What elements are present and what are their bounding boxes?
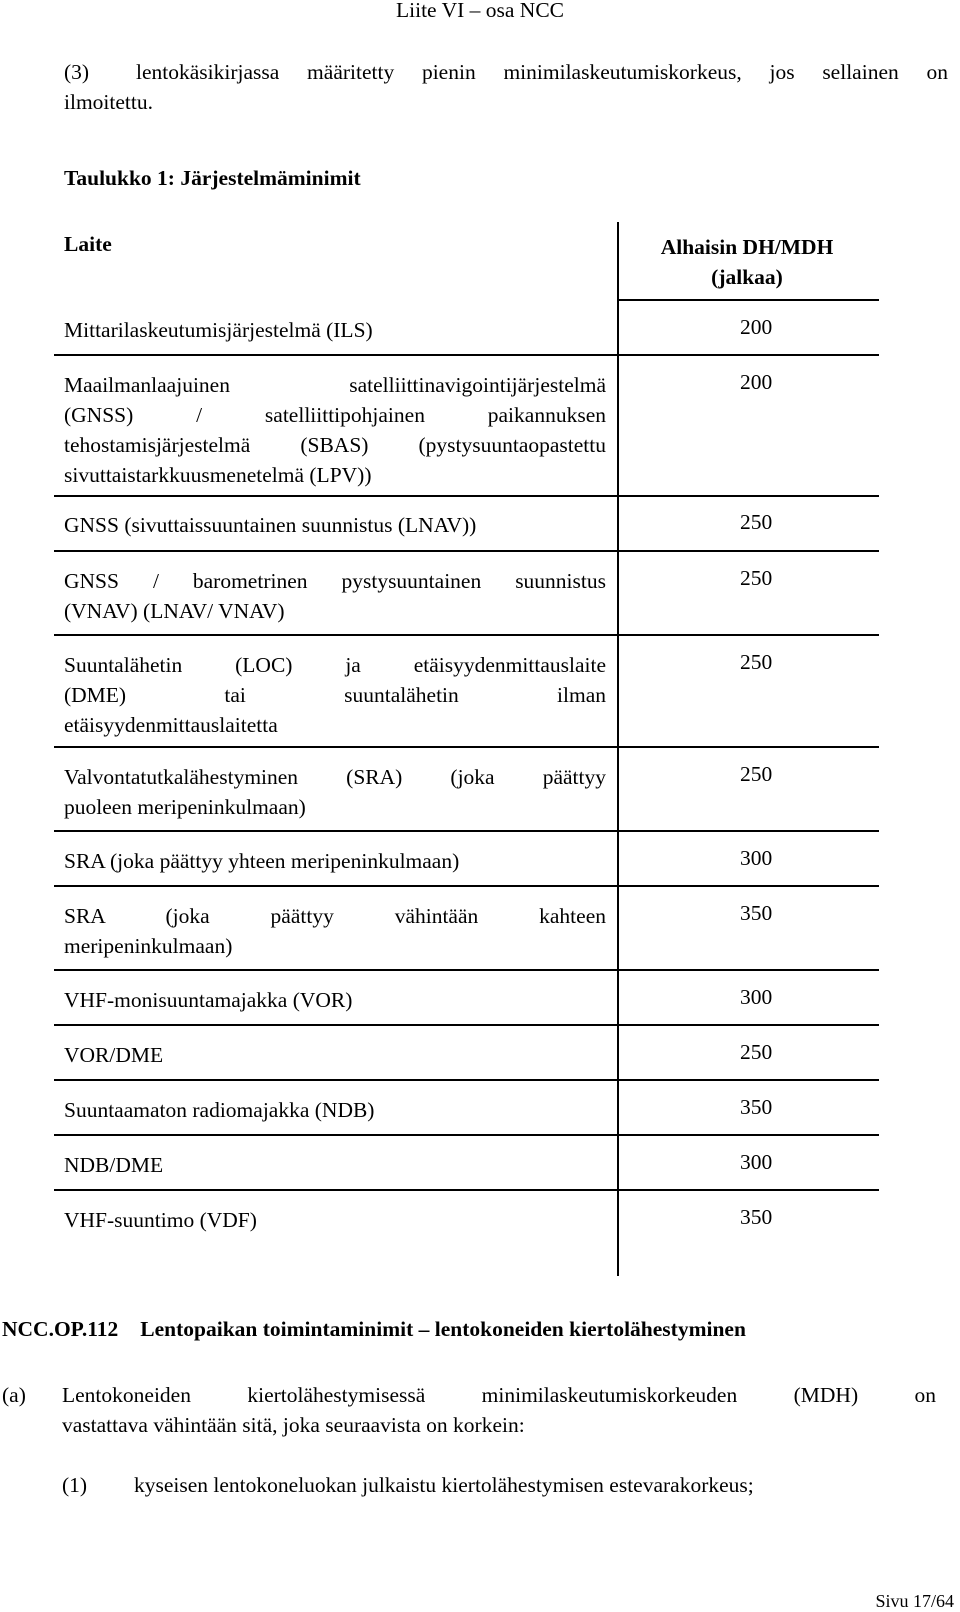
table-rule	[54, 885, 879, 887]
table-rule	[54, 746, 879, 748]
table-cell-line: meripeninkulmaan)	[64, 934, 233, 958]
table-cell-line: puoleen meripeninkulmaan)	[64, 795, 306, 819]
table-rule	[54, 1079, 879, 1081]
list-item-1-number: (1)	[62, 1473, 88, 1497]
table-cell-line: Mittarilaskeutumisjärjestelmä (ILS)	[64, 318, 373, 342]
page-number: Sivu 17/64	[875, 1591, 954, 1611]
table-row-device	[64, 510, 606, 540]
page-header-title: Liite VI – osa NCC	[395, 0, 564, 22]
table-cell-line: VHF-monisuuntamajakka (VOR)	[64, 988, 353, 1012]
table-row-value: 300	[740, 1150, 773, 1174]
table-row-value: 250	[740, 650, 773, 674]
table-cell-line: VHF-suuntimo (VDF)	[64, 1208, 257, 1232]
table-cell-line: Valvontatutkalähestyminen (SRA) (joka päättyy	[64, 765, 606, 789]
table-row-value: 250	[740, 566, 773, 590]
table-row-value: 350	[740, 1095, 773, 1119]
table-rule	[54, 354, 879, 356]
paragraph-a-line1: Lentokoneiden kiertolähestymisessä minimilaskeutumiskorkeuden (MDH) on	[62, 1383, 936, 1407]
table-row-device	[64, 985, 606, 1015]
table-header-min-height-line2: (jalkaa)	[711, 265, 783, 289]
table-row-device	[64, 901, 606, 961]
intro-item-line1: lentokäsikirjassa määritetty pienin minimilaskeutumiskorkeus, jos sellainen on	[136, 60, 948, 84]
section-heading-text: Lentopaikan toimintaminimit – lentokoneiden kiertolähestyminen	[140, 1317, 746, 1341]
page-header	[0, 0, 960, 23]
table-row-device	[64, 650, 606, 740]
table-cell-line: sivuttaistarkkuusmenetelmä (LPV))	[64, 463, 372, 487]
table-cell-line: (DME) tai suuntalähetin ilman	[64, 683, 606, 707]
table-rule	[54, 1024, 879, 1026]
table-row-value: 250	[740, 762, 773, 786]
table-rule	[54, 634, 879, 636]
paragraph-a-number: (a)	[2, 1383, 26, 1407]
table-cell-line: VOR/DME	[64, 1043, 164, 1067]
table-row-device	[64, 370, 606, 490]
table-row-value: 350	[740, 901, 773, 925]
table-rule	[54, 1134, 879, 1136]
table-header-device: Laite	[64, 232, 112, 256]
table-row-value: 200	[740, 315, 773, 339]
table-row-device	[64, 1095, 606, 1125]
table-cell-line: GNSS / barometrinen pystysuuntainen suunnistus	[64, 569, 606, 593]
table-row-device	[64, 566, 606, 626]
table-cell-line: GNSS (sivuttaissuuntainen suunnistus (LNAV))	[64, 513, 477, 537]
table-rule	[54, 550, 879, 552]
table-row-value: 250	[740, 1040, 773, 1064]
section-heading	[2, 1317, 746, 1342]
table-row-value: 200	[740, 370, 773, 394]
table-header-min-height-line1: Alhaisin DH/MDH	[660, 235, 834, 259]
table-cell-line: Suuntalähetin (LOC) ja etäisyydenmittauslaite	[64, 653, 606, 677]
table-cell-line: Maailmanlaajuinen satelliittinavigointijärjestelmä	[64, 373, 606, 397]
table-row-device	[64, 315, 606, 345]
table-rule	[54, 495, 879, 497]
table-row-device	[64, 1040, 606, 1070]
list-item-1	[62, 1473, 754, 1498]
table-rule	[54, 1189, 879, 1191]
table-row-device	[64, 762, 606, 822]
table-row-value: 350	[740, 1205, 773, 1229]
table-cell-line: SRA (joka päättyy yhteen meripeninkulmaan)	[64, 849, 460, 873]
table-rule	[54, 830, 879, 832]
table-row-device	[64, 1150, 606, 1180]
table-rule	[54, 969, 879, 971]
table-cell-line: etäisyydenmittauslaitetta	[64, 713, 278, 737]
table-row-device	[64, 1205, 606, 1235]
section-heading-code: NCC.OP.112	[2, 1317, 119, 1341]
table-cell-line: Suuntaamaton radiomajakka (NDB)	[64, 1098, 375, 1122]
table-header-min-height	[632, 232, 862, 292]
table-cell-line: (VNAV) (LNAV/ VNAV)	[64, 599, 285, 623]
list-item-1-text: kyseisen lentokoneluokan julkaistu kiertolähestymisen estevarakorkeus;	[134, 1473, 754, 1497]
table-cell-line: NDB/DME	[64, 1153, 164, 1177]
table-row-device	[64, 846, 606, 876]
table-cell-line: SRA (joka päättyy vähintään kahteen	[64, 904, 606, 928]
table-column-divider	[617, 222, 619, 1276]
intro-item-line2: ilmoitettu.	[64, 90, 153, 114]
table-row-value: 300	[740, 985, 773, 1009]
intro-item-number: (3)	[64, 60, 90, 84]
table-caption: Taulukko 1: Järjestelmäminimit	[64, 166, 361, 190]
table-rule	[617, 299, 879, 301]
table-row-value: 250	[740, 510, 773, 534]
table-row-value: 300	[740, 846, 773, 870]
table-cell-line: tehostamisjärjestelmä (SBAS) (pystysuuntaopastettu	[64, 433, 606, 457]
table-cell-line: (GNSS) / satelliittipohjainen paikannuksen	[64, 403, 606, 427]
paragraph-a-line2: vastattava vähintään sitä, joka seuraavista on korkein:	[62, 1413, 525, 1437]
